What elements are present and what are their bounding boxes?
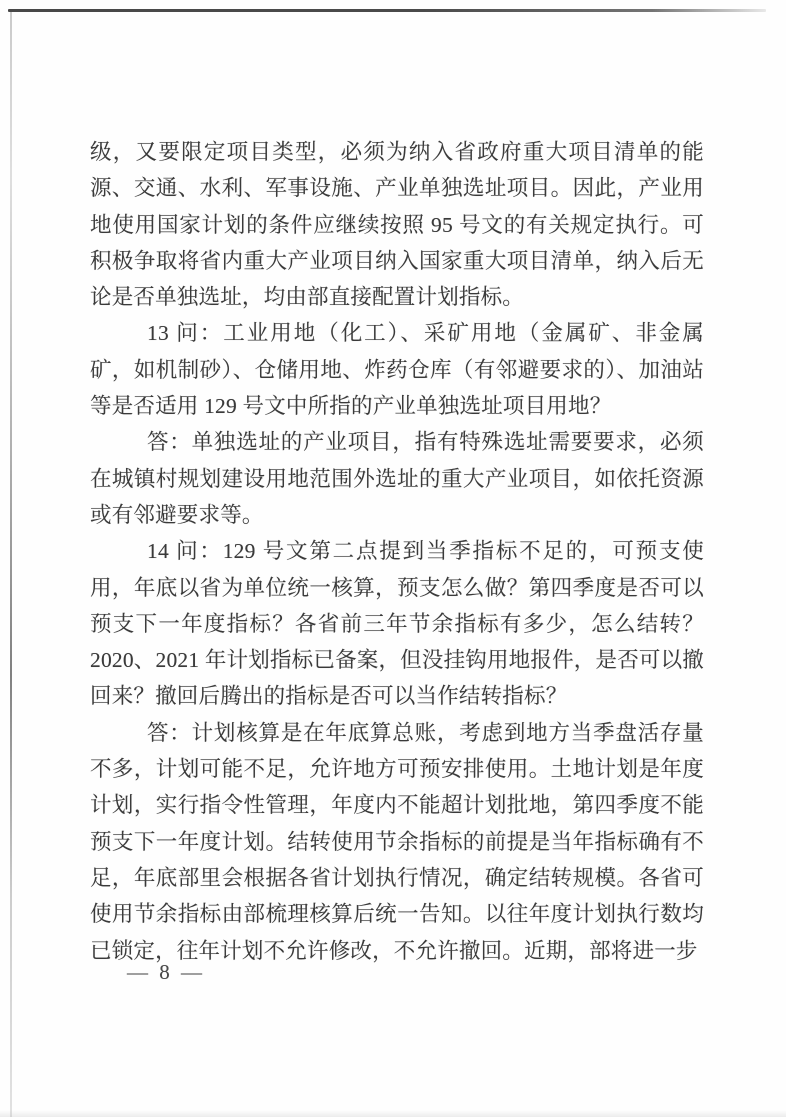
top-edge-rule-line (8, 9, 766, 12)
paragraph-question-13: 13 问：工业用地（化工）、采矿用地（金属矿、非金属矿，如机制砂）、仓储用地、炸药仓库（有邻避要求的）、加油站等是否适用 129 号文中所指的产业单独选址项目用地？ (90, 321, 704, 419)
page-number: — 8 — (127, 960, 205, 984)
document-body (90, 134, 704, 969)
bottom-scan-shadow (0, 1110, 786, 1117)
paragraph-continuation: 级，又要限定项目类型，必须为纳入省政府重大项目清单的能源、交通、水利、军事设施、产业单独选址项目。因此，产业用地使用国家计划的条件应继续按照 95 号文的有关规定执行。可积极争取将省内重大产业项目纳入国家重大项目清单，纳入后无论是否单独选址，均由部直接配置计划指标。 (90, 140, 704, 310)
paragraph-question-14: 14 问：129 号文第二点提到当季指标不足的，可预支使用，年底以省为单位统一核算，预支怎么做？第四季度是否可以预支下一年度指标？各省前三年节余指标有多少，怎么结转？2020、2021 年计划指标已备案，但没挂钩用地报件，是否可以撤回来？撤回后腾出的指标是否可以当作结转指标？ (90, 539, 704, 709)
paragraph-answer-13: 答：单独选址的产业项目，指有特殊选址需要要求，必须在城镇村规划建设用地范围外选址的重大产业项目，如依托资源或有邻避要求等。 (90, 430, 704, 527)
left-edge-scan-line (10, 12, 12, 1117)
paragraph-answer-14: 答：计划核算是在年底算总账，考虑到地方当季盘活存量不多，计划可能不足，允许地方可预安排使用。土地计划是年度计划，实行指令性管理，年度内不能超计划批地，第四季度不能预支下一年度计划。结转使用节余指标的前提是当年指标确有不足，年底部里会根据各省计划执行情况，确定结转规模。各省可使用节余指标由部梳理核算后统一告知。以往年度计划执行数均已锁定，往年计划不允许修改，不允许撤回。近期，部将进一步 (90, 720, 704, 963)
